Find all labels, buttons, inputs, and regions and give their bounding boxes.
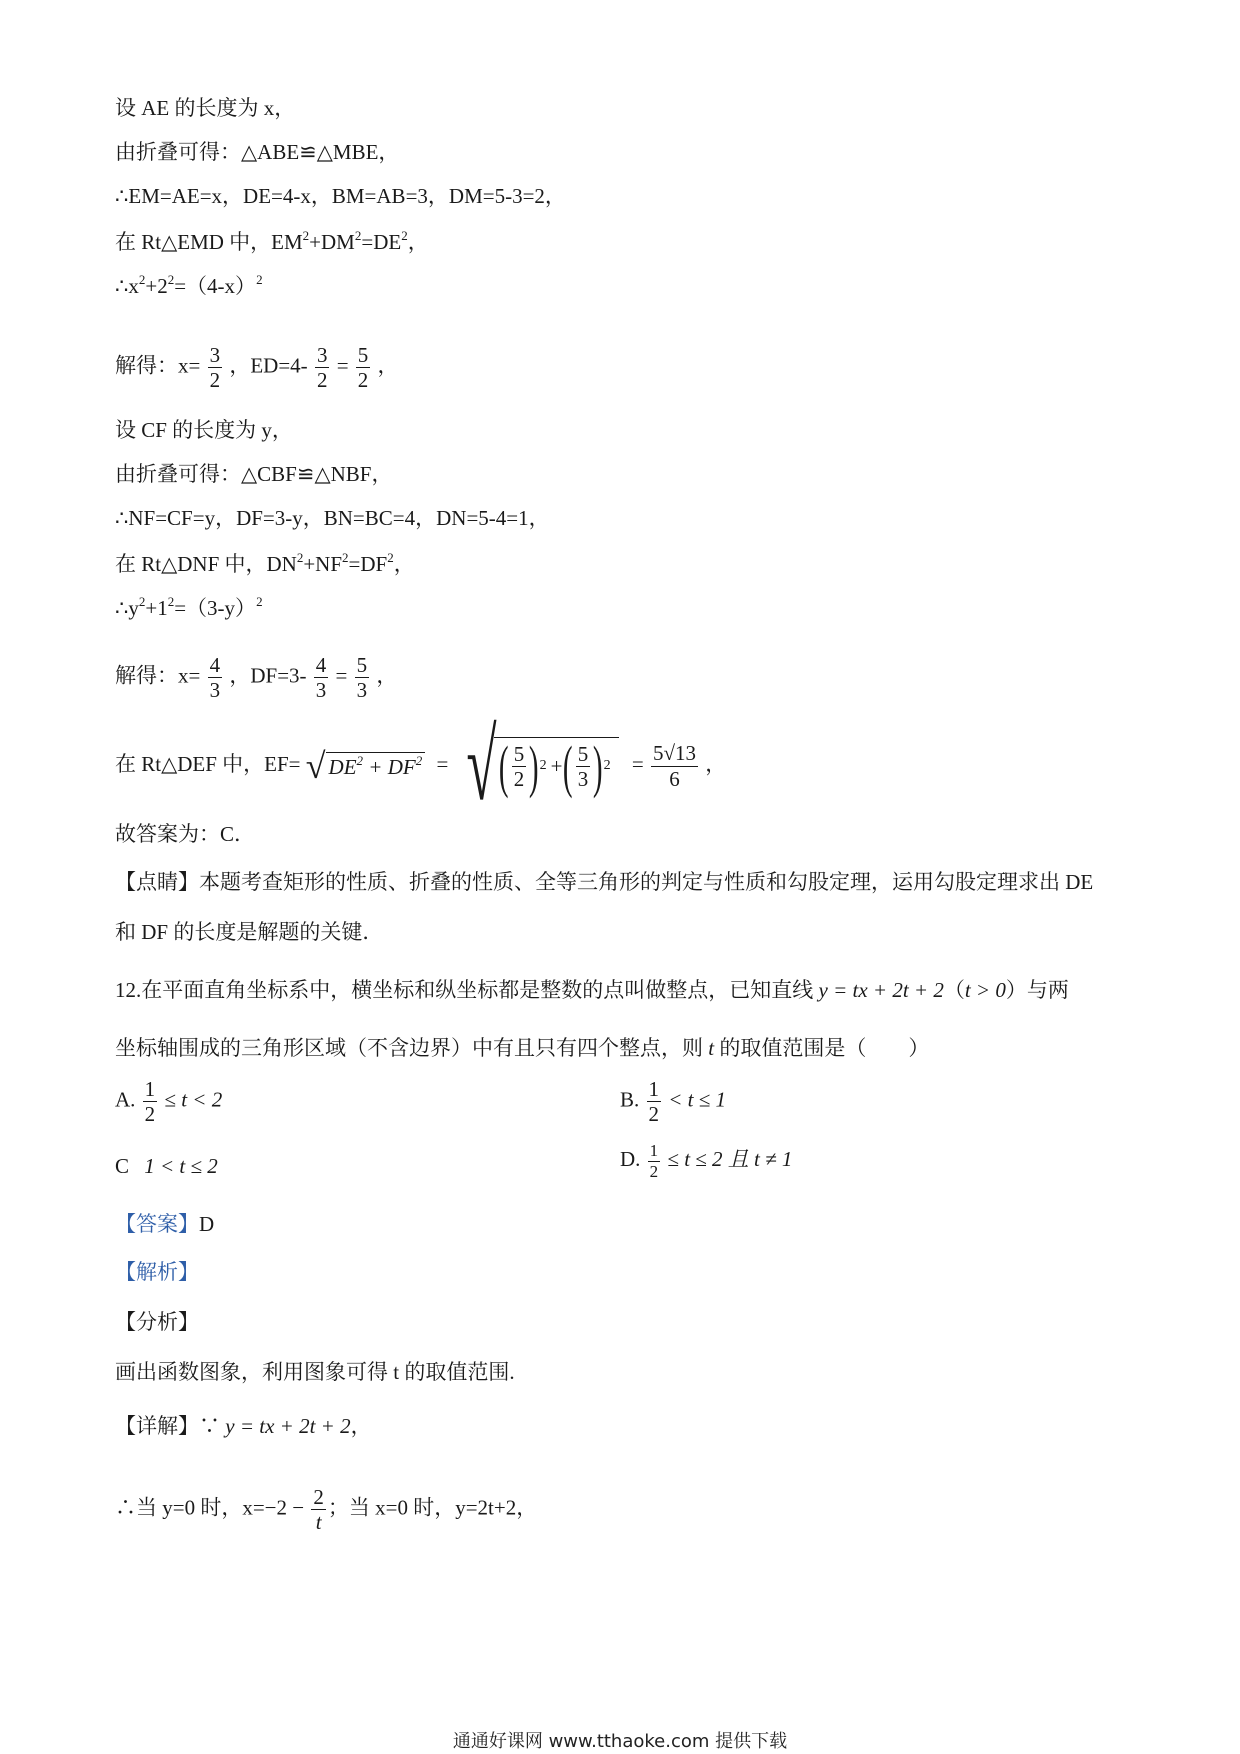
exponent: 2 bbox=[256, 272, 263, 287]
option-text: 1 < t ≤ 2 bbox=[144, 1154, 218, 1178]
option-label: A. bbox=[115, 1087, 136, 1112]
text: +DM bbox=[309, 230, 355, 254]
text: ∴x bbox=[115, 274, 139, 298]
text-line bbox=[115, 710, 727, 821]
denominator: 3 bbox=[315, 678, 327, 703]
option-label: D. bbox=[620, 1147, 641, 1172]
fraction bbox=[647, 1078, 662, 1125]
text-line bbox=[115, 228, 429, 255]
text: ， bbox=[407, 230, 429, 254]
text: 坐标轴围成的三角形区域（不含边界）中有且只有四个整点，则 bbox=[115, 1036, 709, 1060]
sqrt-expression bbox=[454, 710, 619, 821]
denominator: 2 bbox=[144, 1102, 156, 1127]
exponent: 2 bbox=[415, 752, 423, 768]
radical-sign: √ bbox=[305, 746, 326, 786]
option-text: < t ≤ 1 bbox=[663, 1087, 727, 1112]
fraction bbox=[315, 344, 330, 391]
text-line bbox=[115, 272, 263, 299]
text: +1 bbox=[145, 596, 168, 620]
text: ，ED=4- bbox=[229, 353, 308, 378]
option-c bbox=[115, 1154, 218, 1179]
text-line bbox=[115, 654, 397, 701]
equation: y = tx + 2t + 2 bbox=[818, 978, 944, 1002]
text-line: 设 CF 的长度为 y， bbox=[115, 418, 293, 442]
question-stem bbox=[115, 1036, 929, 1061]
fraction bbox=[356, 344, 371, 391]
numerator: 1 bbox=[648, 1077, 660, 1101]
text: 的取值范围是（ ） bbox=[714, 1036, 930, 1060]
numerator: 5 bbox=[577, 741, 589, 766]
exponent: 2 bbox=[296, 550, 304, 565]
text: 本题考查矩形的性质、折叠的性质、全等三角形的判定与性质和勾股定理，运用勾股定理求出 DE bbox=[199, 870, 1094, 894]
option-a bbox=[115, 1078, 222, 1125]
text-line bbox=[115, 870, 1093, 895]
denominator: 2 bbox=[648, 1102, 660, 1127]
text: ）与两 bbox=[1005, 978, 1069, 1002]
numerator: 5 bbox=[356, 653, 368, 677]
text-line bbox=[115, 594, 263, 621]
numerator: 2 bbox=[313, 1485, 324, 1509]
numerator: 1 bbox=[144, 1077, 156, 1101]
answer-tag: 【答案】 bbox=[115, 1212, 199, 1236]
text: = bbox=[631, 751, 644, 776]
question-stem bbox=[115, 978, 1069, 1003]
paren: ) bbox=[529, 733, 539, 799]
text-line: 设 AE 的长度为 x， bbox=[115, 96, 296, 120]
equation: y = tx + 2t + 2 bbox=[220, 1414, 351, 1438]
text: ∵ bbox=[199, 1414, 220, 1438]
option-b bbox=[620, 1078, 726, 1125]
fraction bbox=[311, 1486, 326, 1533]
text-line: 由折叠可得：△ABE≌△MBE， bbox=[115, 140, 400, 164]
denominator: 2 bbox=[649, 1161, 659, 1181]
answer-value: D bbox=[199, 1212, 215, 1236]
text-line bbox=[115, 1414, 372, 1439]
exponent: 2 bbox=[354, 228, 362, 243]
numerator: 5√13 bbox=[652, 741, 696, 766]
text: 12.在平面直角坐标系中，横坐标和纵坐标都是整数的点叫做整点，已知直线 bbox=[115, 978, 819, 1002]
text: ， bbox=[350, 1414, 372, 1438]
numerator: 3 bbox=[209, 343, 221, 367]
exponent: 2 bbox=[138, 272, 146, 287]
text-line: ∴EM=AE=x，DE=4-x，BM=AB=3，DM=5-3=2， bbox=[115, 184, 566, 208]
text-line: ∴NF=CF=y，DF=3-y，BN=BC=4，DN=5-4=1， bbox=[115, 506, 550, 530]
text-line bbox=[115, 344, 399, 391]
fraction bbox=[648, 1142, 661, 1181]
text: 解得：x= bbox=[115, 353, 201, 378]
answer-line bbox=[115, 1212, 214, 1237]
text-line: 由折叠可得：△CBF≌△NBF， bbox=[115, 462, 393, 486]
denominator: 3 bbox=[209, 678, 221, 703]
fraction bbox=[512, 743, 527, 790]
text: ， bbox=[376, 663, 398, 688]
exponent: 2 bbox=[387, 550, 394, 565]
denominator: 3 bbox=[577, 767, 589, 791]
radical-sign: √ bbox=[465, 710, 497, 821]
radicand bbox=[326, 752, 426, 780]
denominator: t bbox=[315, 1510, 322, 1535]
numerator: 5 bbox=[357, 343, 369, 367]
option-text: ≤ t < 2 bbox=[159, 1087, 223, 1112]
text: ， bbox=[393, 552, 415, 576]
analysis-tag: 【解析】 bbox=[115, 1260, 199, 1284]
exponent: 2 bbox=[401, 228, 408, 243]
exponent: 2 bbox=[539, 758, 547, 774]
exponent: 2 bbox=[603, 758, 611, 774]
fenxi-tag: 【分析】 bbox=[115, 1310, 199, 1334]
fraction bbox=[576, 743, 591, 790]
denominator: 2 bbox=[316, 368, 328, 393]
text: =（3-y） bbox=[174, 596, 257, 620]
paren: ) bbox=[593, 733, 603, 799]
text-line: 画出函数图象，利用图象可得 t 的取值范围. bbox=[115, 1360, 515, 1384]
fraction bbox=[208, 344, 223, 391]
denominator: 2 bbox=[513, 767, 525, 791]
variable: t bbox=[708, 1036, 715, 1060]
text: 解得：x= bbox=[115, 663, 201, 688]
numerator: 3 bbox=[316, 343, 328, 367]
fraction bbox=[143, 1078, 158, 1125]
exponent: 2 bbox=[167, 272, 175, 287]
text: 在 Rt△DEF 中，EF= bbox=[115, 751, 301, 776]
denominator: 2 bbox=[209, 368, 221, 393]
text: = bbox=[336, 353, 349, 378]
option-d bbox=[620, 1142, 792, 1181]
exponent: 2 bbox=[138, 594, 146, 609]
text: + DF bbox=[363, 754, 416, 779]
numerator: 1 bbox=[649, 1141, 659, 1160]
text-line: 故答案为：C． bbox=[115, 822, 256, 846]
numerator: 5 bbox=[513, 741, 525, 766]
text: ， bbox=[377, 353, 399, 378]
text: = bbox=[436, 751, 449, 776]
numerator: 4 bbox=[209, 653, 221, 677]
fraction bbox=[208, 654, 223, 701]
denominator: 6 bbox=[669, 766, 680, 791]
denominator: 3 bbox=[356, 678, 368, 703]
text: +NF bbox=[303, 552, 343, 576]
text-line bbox=[115, 550, 415, 577]
text: 在 Rt△DNF 中，DN bbox=[115, 552, 297, 576]
fraction bbox=[314, 654, 329, 701]
exponent: 2 bbox=[302, 228, 310, 243]
paren: ( bbox=[499, 733, 509, 799]
fraction bbox=[651, 742, 698, 789]
text: = bbox=[335, 663, 348, 688]
footer: 通通好课网 www.tthaoke.com 提供下载 bbox=[452, 1731, 788, 1752]
condition: t > 0 bbox=[964, 978, 1006, 1002]
numerator: 4 bbox=[315, 653, 327, 677]
text: 在 Rt△EMD 中，EM bbox=[115, 230, 303, 254]
option-label: B. bbox=[620, 1087, 640, 1112]
section-tag: 【点睛】 bbox=[115, 870, 199, 894]
text: =（4-x） bbox=[174, 274, 257, 298]
text: DE bbox=[328, 754, 357, 779]
option-label: C bbox=[115, 1154, 130, 1178]
text: ，DF=3- bbox=[229, 663, 307, 688]
exponent: 2 bbox=[256, 594, 263, 609]
text: +2 bbox=[145, 274, 168, 298]
text-line bbox=[115, 1486, 537, 1533]
section-tag: 【详解】 bbox=[115, 1414, 199, 1438]
paren: ( bbox=[563, 733, 573, 799]
fraction bbox=[355, 654, 370, 701]
exponent: 2 bbox=[167, 594, 175, 609]
text: ∴当 y=0 时，x=−2 − bbox=[115, 1495, 305, 1520]
text-line: 和 DF 的长度是解题的关键． bbox=[115, 920, 384, 944]
denominator: 2 bbox=[357, 368, 369, 393]
text: （ bbox=[943, 978, 965, 1002]
radicand bbox=[494, 733, 618, 799]
sqrt-expression bbox=[306, 748, 425, 784]
exponent: 2 bbox=[342, 550, 349, 565]
exponent: 2 bbox=[356, 752, 364, 768]
text: ， bbox=[705, 751, 727, 776]
option-text: ≤ t ≤ 2 且 t ≠ 1 bbox=[662, 1147, 793, 1172]
text: ；当 x=0 时，y=2t+2， bbox=[327, 1495, 538, 1520]
text: + bbox=[550, 753, 563, 778]
text: ∴y bbox=[115, 596, 139, 620]
text: =DE bbox=[361, 230, 402, 254]
text: =DF bbox=[348, 552, 388, 576]
